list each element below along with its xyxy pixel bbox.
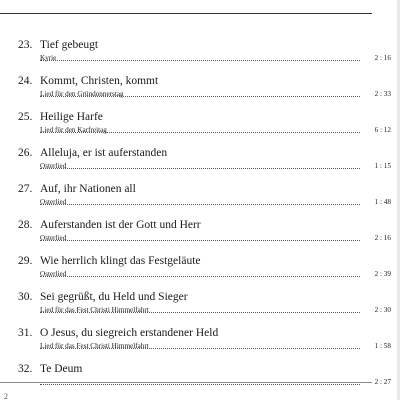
track-title: O Jesus, du siegreich erstandener Held (40, 327, 219, 339)
track-entry (18, 71, 394, 107)
bottom-rule (0, 382, 372, 383)
dot-leader (40, 168, 360, 169)
track-entry (18, 35, 394, 71)
track-subtitle: Kyrie (40, 54, 57, 62)
track-entry (18, 215, 394, 251)
track-title: Alleluja, er ist auferstanden (40, 147, 168, 159)
track-duration: 1 : 48 (374, 198, 391, 206)
track-entry (18, 107, 394, 143)
dot-leader (40, 132, 360, 133)
track-title: Auf, ihr Nationen all (40, 183, 136, 195)
track-duration: 2 : 30 (374, 306, 391, 314)
track-title: Auferstanden ist der Gott und Herr (40, 219, 201, 231)
track-duration: 6 : 12 (374, 126, 391, 134)
track-number: 28. (18, 219, 33, 231)
dot-leader (40, 204, 360, 205)
track-title: Tief gebeugt (40, 39, 99, 51)
track-title: Sei gegrüßt, du Held und Sieger (40, 291, 188, 303)
track-entry (18, 323, 394, 359)
track-subtitle: Osterlied (40, 270, 67, 278)
track-number: 24. (18, 75, 33, 87)
track-number: 31. (18, 327, 33, 339)
track-duration: 1 : 15 (374, 162, 391, 170)
dot-leader (40, 276, 360, 277)
track-subtitle: Lied für das Fest Christi Himmelfahrt (40, 342, 149, 350)
dot-leader (40, 96, 360, 97)
track-subtitle: Osterlied (40, 198, 67, 206)
top-rule (0, 13, 372, 14)
track-duration: 2 : 16 (374, 54, 391, 62)
track-duration: 2 : 33 (374, 90, 391, 98)
track-entry (18, 143, 394, 179)
track-number: 32. (18, 363, 33, 375)
track-number: 23. (18, 39, 33, 51)
track-number: 26. (18, 147, 33, 159)
track-subtitle: Lied für den Gründonnerstag (40, 90, 124, 98)
track-number: 27. (18, 183, 33, 195)
track-number: 29. (18, 255, 33, 267)
track-duration: 2 : 27 (374, 378, 391, 386)
track-subtitle: Lied für das Fest Christi Himmelfahrt (40, 306, 149, 314)
track-subtitle: Osterlied (40, 162, 67, 170)
dot-leader (40, 348, 360, 349)
track-entry (18, 287, 394, 323)
track-duration: 2 : 16 (374, 234, 391, 242)
dot-leader (40, 60, 360, 61)
track-subtitle: Osterlied (40, 234, 67, 242)
track-duration: 1 : 58 (374, 342, 391, 350)
track-title: Te Deum (40, 363, 83, 375)
dot-leader (40, 384, 360, 385)
dot-leader (40, 240, 360, 241)
track-subtitle: Lied für den Karfreitag (40, 126, 107, 134)
track-entry (18, 359, 394, 395)
dot-leader (40, 312, 360, 313)
track-number: 30. (18, 291, 33, 303)
track-title: Wie herrlich klingt das Festgeläute (40, 255, 201, 267)
track-list (18, 35, 394, 395)
track-entry (18, 179, 394, 215)
track-entry (18, 251, 394, 287)
track-duration: 2 : 39 (374, 270, 391, 278)
track-number: 25. (18, 111, 33, 123)
track-title: Heilige Harfe (40, 111, 103, 123)
track-title: Kommt, Christen, kommt (40, 75, 159, 87)
page-number: 2 (4, 392, 8, 401)
